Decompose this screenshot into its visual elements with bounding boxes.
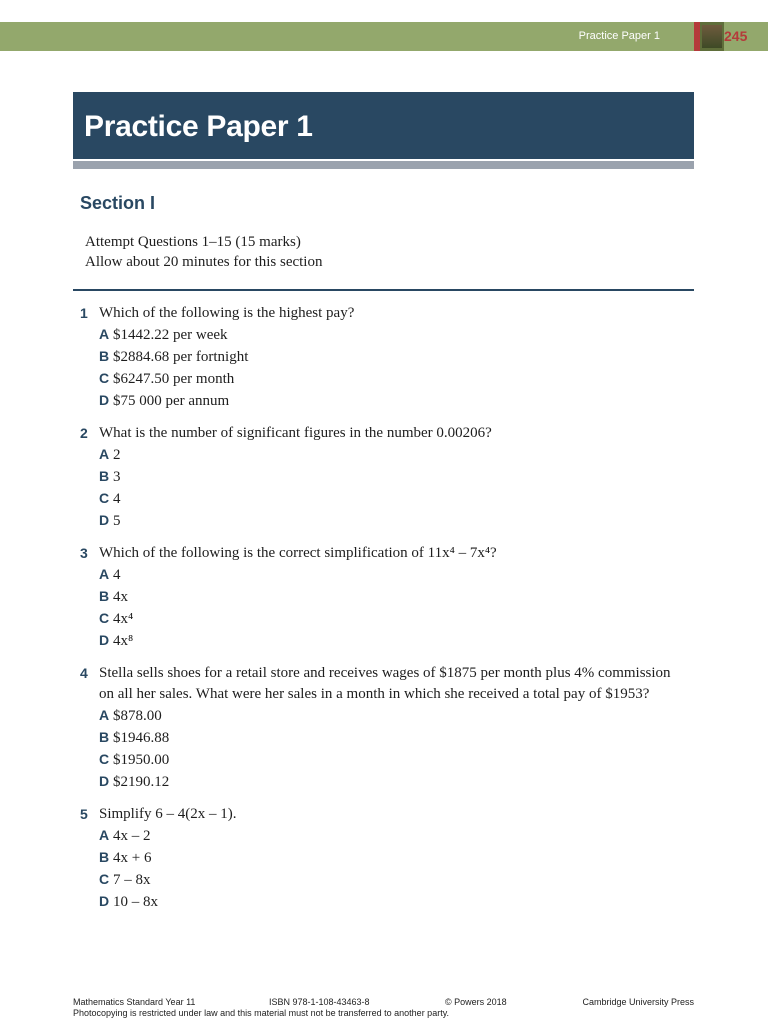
answer-option (99, 771, 700, 793)
option-text: 2 (113, 447, 121, 463)
footer-isbn: ISBN 978-1-108-43463-8 (269, 997, 370, 1007)
option-letter: C (99, 871, 110, 887)
option-text: $878.00 (113, 708, 162, 724)
question-text: Stella sells shoes for a retail store and receives wages of $1875 per month plus 4% commission (99, 665, 671, 681)
question-item (80, 804, 700, 913)
option-letter: C (99, 610, 110, 626)
footer-book-title: Mathematics Standard Year 11 (73, 997, 196, 1007)
question-number: 2 (80, 425, 88, 441)
page-footer (73, 997, 694, 1018)
question-list (80, 303, 700, 924)
answer-option (99, 847, 700, 869)
option-text: $75 000 per annum (113, 393, 230, 409)
question-item (80, 663, 700, 793)
page-title: Practice Paper 1 (84, 110, 313, 143)
question-item (80, 303, 700, 412)
option-text: $1946.88 (113, 730, 170, 746)
option-letter: A (99, 446, 110, 462)
answer-option (99, 727, 700, 749)
title-underline (73, 161, 694, 169)
answer-option (99, 608, 700, 630)
option-text: 4 (113, 567, 121, 583)
option-text: $2190.12 (113, 774, 170, 790)
answer-option (99, 346, 700, 368)
option-text: 10 – 8x (113, 894, 158, 910)
answer-option (99, 510, 700, 532)
option-letter: C (99, 751, 110, 767)
option-letter: C (99, 490, 110, 506)
option-text: $1950.00 (113, 752, 170, 768)
option-letter: B (99, 849, 110, 865)
option-letter: D (99, 392, 110, 408)
question-text: on all her sales. What were her sales in a month in which she received a total pay of $1953? (99, 686, 650, 702)
answer-option (99, 630, 700, 652)
option-letter: A (99, 707, 110, 723)
footer-notice: Photocopying is restricted under law and this material must not be transferred to another party. (73, 1008, 450, 1018)
question-item (80, 423, 700, 532)
answer-option (99, 586, 700, 608)
title-banner (73, 92, 694, 159)
option-text: 7 – 8x (113, 872, 151, 888)
section-divider (73, 289, 694, 291)
answer-option (99, 368, 700, 390)
section-heading: Section I (80, 193, 156, 213)
option-letter: D (99, 632, 110, 648)
instruction-line: Attempt Questions 1–15 (15 marks) (85, 234, 301, 250)
question-number: 1 (80, 305, 88, 321)
question-number: 4 (80, 665, 88, 681)
option-text: 3 (113, 469, 121, 485)
page-number: 245 (724, 28, 748, 44)
option-letter: A (99, 326, 110, 342)
running-header (0, 22, 768, 51)
option-text: $6247.50 per month (113, 371, 235, 387)
option-text: 5 (113, 513, 121, 529)
answer-option (99, 705, 700, 727)
option-letter: C (99, 370, 110, 386)
option-letter: D (99, 773, 110, 789)
option-letter: B (99, 468, 110, 484)
question-number: 3 (80, 545, 88, 561)
option-text: 4 (113, 491, 121, 507)
answer-option (99, 869, 700, 891)
question-text: Which of the following is the correct simplification of 11x⁴ – 7x⁴? (99, 545, 497, 561)
option-letter: A (99, 566, 110, 582)
option-letter: D (99, 893, 110, 909)
option-text: 4x⁴ (113, 611, 134, 627)
option-letter: D (99, 512, 110, 528)
question-text: Which of the following is the highest pay? (99, 305, 355, 321)
option-letter: B (99, 729, 110, 745)
footer-publisher: Cambridge University Press (582, 997, 694, 1007)
option-text: $2884.68 per fortnight (113, 349, 249, 365)
running-title: Practice Paper 1 (578, 30, 660, 42)
option-text: 4x + 6 (113, 850, 152, 866)
footer-copyright: © Powers 2018 (445, 997, 507, 1007)
question-item (80, 543, 700, 652)
answer-option (99, 825, 700, 847)
answer-option (99, 488, 700, 510)
option-text: 4x⁸ (113, 633, 134, 649)
option-letter: B (99, 588, 110, 604)
instruction-line: Allow about 20 minutes for this section (85, 254, 323, 270)
option-text: 4x – 2 (113, 828, 151, 844)
question-text: Simplify 6 – 4(2x – 1). (99, 806, 237, 822)
section-instructions (85, 232, 322, 272)
answer-option (99, 891, 700, 913)
option-text: $1442.22 per week (113, 327, 228, 343)
answer-option (99, 749, 700, 771)
answer-option (99, 390, 700, 412)
option-letter: B (99, 348, 110, 364)
question-text: What is the number of significant figures in the number 0.00206? (99, 425, 492, 441)
option-letter: A (99, 827, 110, 843)
question-number: 5 (80, 806, 88, 822)
answer-option (99, 444, 700, 466)
option-text: 4x (113, 589, 128, 605)
answer-option (99, 324, 700, 346)
cover-thumbnail-icon (702, 25, 722, 48)
answer-option (99, 466, 700, 488)
answer-option (99, 564, 700, 586)
